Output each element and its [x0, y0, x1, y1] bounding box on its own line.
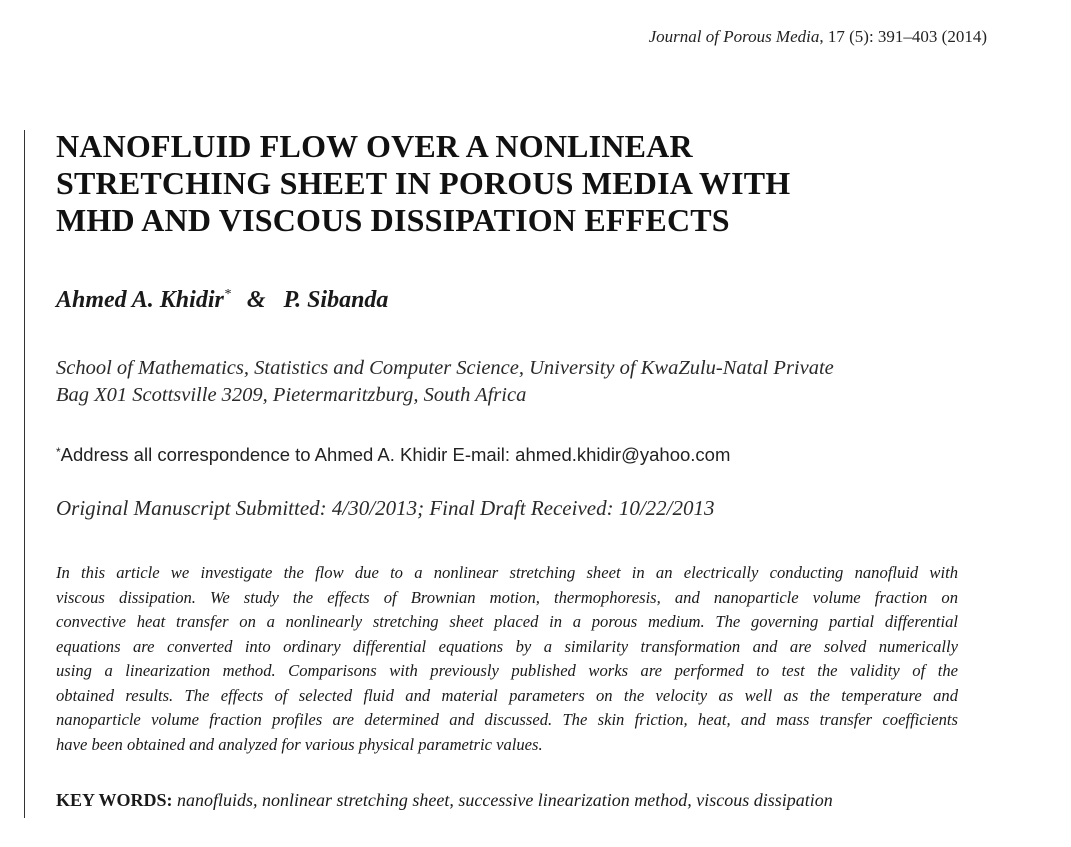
affiliation-line: School of Mathematics, Statistics and Computer Science, University of KwaZulu-Natal Private [56, 357, 834, 379]
abstract-line: using a linearization method. Comparisons with previously published works are performed to test the validity of the [56, 661, 958, 680]
journal-name: Journal of Porous Media [648, 27, 820, 46]
keywords-text: nanofluids, nonlinear stretching sheet, successive linearization method, viscous dissipation [177, 790, 833, 810]
abstract [56, 561, 958, 757]
author-name: P. Sibanda [283, 287, 389, 313]
affiliation-line: Bag X01 Scottsville 3209, Pietermaritzburg, South Africa [56, 384, 527, 406]
correspondence-mark: * [56, 445, 61, 459]
keywords-label: KEY WORDS: [56, 790, 173, 810]
correspondence-note [56, 444, 730, 466]
title-line: NANOFLUID FLOW OVER A NONLINEAR [56, 128, 693, 164]
author-name: Ahmed A. Khidir [56, 287, 224, 313]
journal-volume-pages: , 17 (5): 391–403 (2014) [819, 27, 987, 46]
author-list [56, 287, 388, 314]
correspondence-text: Address all correspondence to Ahmed A. Khidir E-mail: ahmed.khidir@yahoo.com [60, 444, 731, 465]
abstract-line: obtained results. The effects of selected fluid and material parameters on the velocity as well as the temperature and [56, 685, 958, 705]
abstract-line: In this article we investigate the flow due to a nonlinear stretching sheet in an electrically conducting nanofluid with [56, 563, 958, 582]
affiliation [56, 355, 961, 409]
paper-title [56, 128, 956, 239]
abstract-line: have been obtained and analyzed for various physical parametric values. [56, 734, 543, 754]
abstract-line: nanoparticle volume fraction profiles are determined and discussed. The skin friction, heat, and mass transfer coefficients [56, 710, 958, 729]
journal-reference [649, 27, 987, 47]
abstract-line: convective heat transfer on a nonlinearly stretching sheet placed in a porous medium. The governing partial differential [56, 612, 958, 631]
corresponding-author-mark: * [223, 287, 231, 302]
abstract-line: equations are converted into ordinary differential equations by a similarity transformation and are solved numerically [56, 636, 958, 656]
keywords [56, 790, 833, 811]
manuscript-dates: Original Manuscript Submitted: 4/30/2013; Final Draft Received: 10/22/2013 [56, 496, 715, 520]
author-separator: & [246, 287, 266, 313]
title-line: STRETCHING SHEET IN POROUS MEDIA WITH [56, 165, 791, 201]
title-line: MHD AND VISCOUS DISSIPATION EFFECTS [56, 202, 730, 238]
left-margin-rule [24, 130, 25, 818]
abstract-line: viscous dissipation. We study the effects of Brownian motion, thermophoresis, and nanoparticle volume fraction on [56, 587, 958, 607]
